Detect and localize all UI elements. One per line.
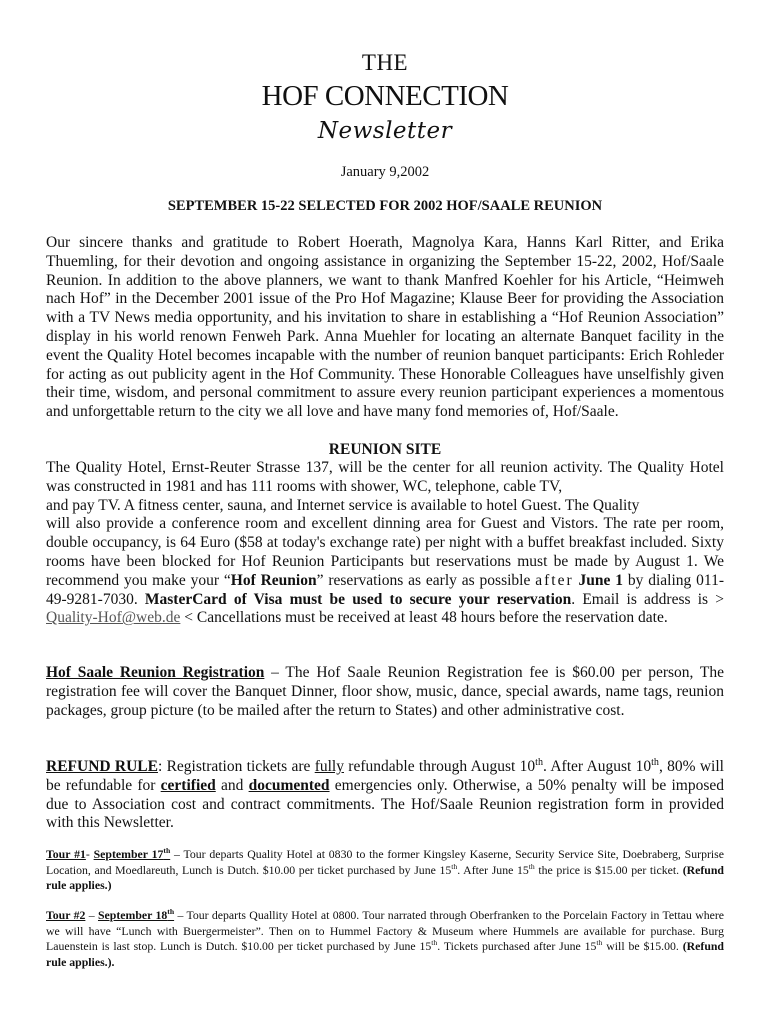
site-text-5: by dialing 011-49-9281-7030. (46, 571, 724, 608)
refund-text-b: refundable through August 10 (343, 758, 536, 775)
issue-date: January 9,2002 (340, 164, 430, 180)
refund-text-e: and (215, 776, 249, 794)
site-text-6: . Email is address is > (571, 590, 725, 608)
masthead-the: THE (361, 50, 409, 75)
tour-2-paragraph (46, 908, 724, 970)
registration-paragraph (46, 664, 724, 720)
tour-2-date-text: September 18 (97, 908, 168, 922)
ordinal-sup: th (596, 938, 603, 948)
tour-1-text-b: . After June 15 (457, 862, 529, 877)
tour-1-sep: - (85, 847, 94, 861)
site-text-1: The Quality Hotel, Ernst-Reuter Strasse 137, will be the center for all reunion activity. The Quality Hotel was constructed in 1981 and has 111 rooms with shower, WC, telephone, cable TV, (46, 459, 724, 495)
ordinal-sup: th (528, 861, 535, 871)
refund-text-d: , 80% will be refundable for (46, 758, 724, 794)
tour-1-date (94, 847, 171, 861)
masthead-title: HOF CONNECTION (261, 80, 509, 112)
tour-1-date-text: September 17 (93, 847, 164, 861)
ordinal-sup: th (167, 907, 175, 917)
registration-text: – The Hof Saale Reunion Registration fee is $60.00 per person, The registration fee will cover the Banquet Dinner, floor show, music, dance, special awards, name tags, reunion packages, group picture (to be mailed after the return to States) and other administrative cost. (46, 664, 724, 719)
headline: SEPTEMBER 15-22 SELECTED FOR 2002 HOF/SAALE REUNION (167, 198, 603, 214)
tour-1-label: Tour #1 (46, 847, 86, 861)
hof-reunion-emphasis: Hof Reunion (230, 571, 317, 589)
certified-emphasis: certified (160, 776, 216, 794)
masthead-subtitle: Newsletter (317, 118, 453, 144)
ordinal-sup: th (535, 756, 543, 768)
site-text-4: ” reservations as early as possible (316, 571, 536, 589)
tour-2-text-b: . Tickets purchased after June 15 (437, 939, 597, 954)
fully-emphasis: fully (314, 758, 344, 775)
reunion-site-paragraph (46, 459, 724, 628)
documented-emphasis: documented (248, 776, 330, 794)
registration-label: Hof Saale Reunion Registration (46, 664, 265, 681)
tour-2-text-c: will be $15.00. (602, 939, 683, 954)
refund-text-f: emergencies only. Otherwise, a 50% penalty will be imposed due to Association cost and contract commitments. The Hof/Saale Reunion registration form in provided with this Newsletter. (46, 776, 724, 832)
tour-2-date (98, 908, 174, 922)
tour-2-label: Tour #2 (46, 908, 86, 922)
tour-1-paragraph (46, 847, 724, 894)
site-text-7: < Cancellations must be received at least 48 hours before the reservation date. (180, 609, 668, 627)
tour-1-refund-note: (Refund rule applies.) (46, 862, 724, 893)
ordinal-sup: th (163, 846, 171, 856)
tour-1-text-c: the price is $15.00 per ticket. (534, 862, 683, 877)
tour-2-text-a: – Tour departs Quallity Hotel at 0800. Tour narrated through Oberfranken to the Porcelain Factory in Tettau where we will have “Lunch with Buergermeister”. Then on to Hummel Factory & Museum where Hummels are available for purchase. Burg Lauenstein is last stop. Lunch is Dutch. $10.00 per ticket purchased by June 15 (46, 908, 725, 954)
after-word: after (535, 571, 574, 589)
ordinal-sup: th (431, 938, 438, 948)
site-text-2: and pay TV. A fitness center, sauna, and Internet service is available to hotel Guest. The Quality (46, 496, 640, 514)
thanks-paragraph: Our sincere thanks and gratitude to Robert Hoerath, Magnolya Kara, Hanns Karl Ritter, and Erika Thuemling, for their devotion and ongoing assistance in organizing the September 15-22, 2002, Hof/Saale Reunion. In addition to the above planners, we want to thank Manfred Koehler for his Article, “Heimweh nach Hof” in the December 2001 issue of the Pro Hof Magazine; Klause Beer for providing the Association with a TV News media opportunity, and his invitation to share in establishing a “Hof Reunion Association” display in his world renown Fenweh Park. Anna Muehler for locating an alternate Banquet facility in the event the Quality Hotel becomes incapable with the number of reunion banquet participants: Erich Rohleder for acting as out publicity agent in the Hof Community. These Honorable Colleagues have unselfishly given their time, wisdom, and personal commitment to assure every reunion participant experiences a momentous and unforgettable return to the city we all love and have many fond memories of, Hof/Saale. (46, 234, 724, 421)
reunion-site-heading: REUNION SITE (328, 441, 442, 458)
refund-text-c: . After August 10 (543, 758, 652, 775)
ordinal-sup: th (651, 756, 659, 768)
hotel-email-link[interactable]: Quality-Hof@web.de (46, 609, 181, 627)
site-text-3: will also provide a conference room and excellent dinning area for Guest and Vistors. The rate per room, double occupancy, is 64 Euro ($58 at today's exchange rate) per night with a buffet breakfast included. Sixty rooms have been blocked for Hof Reunion Participants but reservations must be made by August 1. We recommend you make your “ (46, 515, 724, 589)
ordinal-sup: th (451, 861, 458, 871)
refund-label: REFUND RULE (46, 758, 158, 775)
payment-requirement: MasterCard of Visa must be used to secure your reservation (144, 590, 572, 608)
refund-text-a: : Registration tickets are (157, 758, 315, 775)
refund-paragraph (46, 758, 724, 833)
june-1-emphasis: June 1 (578, 571, 623, 589)
tour-2-refund-note: (Refund rule applies.). (46, 939, 724, 969)
tour-1-text-a: – Tour departs Quality Hotel at 0830 to the former Kingsley Kaserne, Security Service Site, Doebraberg, Surprise Location, and Moedlareuth, Lunch is Dutch. $10.00 per ticket purchased by June 15 (46, 847, 724, 877)
tour-2-sep: – (85, 908, 98, 922)
